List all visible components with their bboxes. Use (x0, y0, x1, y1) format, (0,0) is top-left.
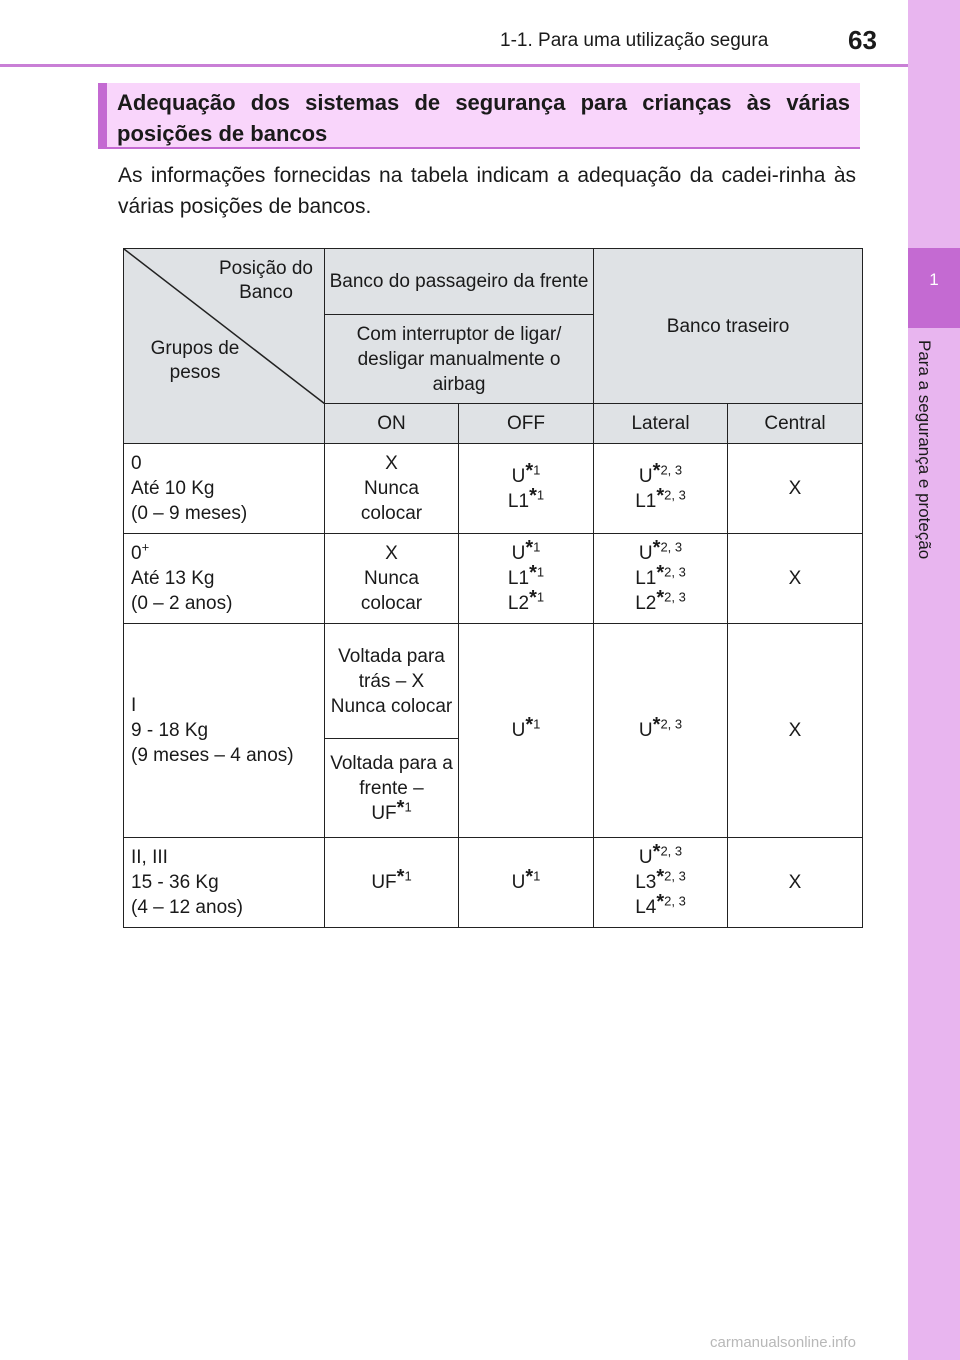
watermark: carmanualsonline.info (710, 1334, 856, 1351)
lateral-cell: U*$^{2, 3}$ L3*$^{2, 3}$ L4*$^{2, 3}$ (594, 838, 728, 928)
lateral-cell: U*$^{2, 3}$ L1*$^{2, 3}$ L2*$^{2, 3}$ (594, 534, 728, 624)
suitability-table (123, 248, 863, 928)
header-col-on: ON (325, 404, 459, 444)
header-col-off: OFF (459, 404, 594, 444)
table-corner-header (124, 249, 325, 444)
off-cell: U*$^1$ (459, 838, 594, 928)
header-col-central: Central (728, 404, 863, 444)
central-cell: X (728, 534, 863, 624)
chapter-number: 1 (929, 270, 939, 289)
table-row (124, 534, 863, 624)
central-cell: X (728, 444, 863, 534)
page-number: 63 (848, 25, 877, 55)
header-passenger-seat: Banco do passageiro da frente (325, 249, 594, 315)
lateral-cell: U*$^{2, 3}$ L1*$^{2, 3}$ (594, 444, 728, 534)
group-cell: 0+ Até 13 Kg (0 – 2 anos) (124, 534, 325, 624)
off-cell: U*$^1$ L1*$^1$ L2*$^1$ (459, 534, 594, 624)
header-weight-groups: Grupos de pesos (150, 338, 240, 383)
central-cell: X (728, 624, 863, 838)
intro-paragraph: As informações fornecidas na tabela indicam a adequação da cadei-rinha às várias posições de bancos. (118, 164, 856, 218)
section-heading: Adequação dos sistemas de segurança para crianças às várias posições de bancos (98, 83, 860, 149)
section-title: 1-1. Para uma utilização segura (500, 30, 769, 51)
group-cell: 0 Até 10 Kg (0 – 9 meses) (124, 444, 325, 534)
central-cell: X (728, 838, 863, 928)
header-airbag-switch: Com interruptor de ligar/ desligar manualmente o airbag (325, 315, 594, 404)
group-cell: II, III 15 - 36 Kg (4 – 12 anos) (124, 838, 325, 928)
table-row (124, 838, 863, 928)
on-rear-facing-cell: Voltada para trás – X Nunca colocar (325, 624, 459, 739)
header-rear-seat: Banco traseiro (594, 249, 863, 404)
on-cell: X Nunca colocar (325, 444, 459, 534)
off-cell: U*$^1$ L1*$^1$ (459, 444, 594, 534)
table-row (124, 624, 863, 739)
group-cell: I 9 - 18 Kg (9 meses – 4 anos) (124, 624, 325, 838)
chapter-side-tab (908, 0, 960, 1360)
header-divider (0, 64, 908, 67)
on-cell: X Nunca colocar (325, 534, 459, 624)
on-cell: UF*$^1$ (325, 838, 459, 928)
header-seat-position: Posição do Banco (218, 258, 313, 303)
header-col-lateral: Lateral (594, 404, 728, 444)
on-forward-facing-cell: Voltada para a frente – UF*$^1$ (325, 739, 459, 838)
table-row (124, 444, 863, 534)
off-cell: U*$^1$ (459, 624, 594, 838)
lateral-cell: U*$^{2, 3}$ (594, 624, 728, 838)
chapter-label: Para a segurança e proteção (915, 340, 934, 560)
